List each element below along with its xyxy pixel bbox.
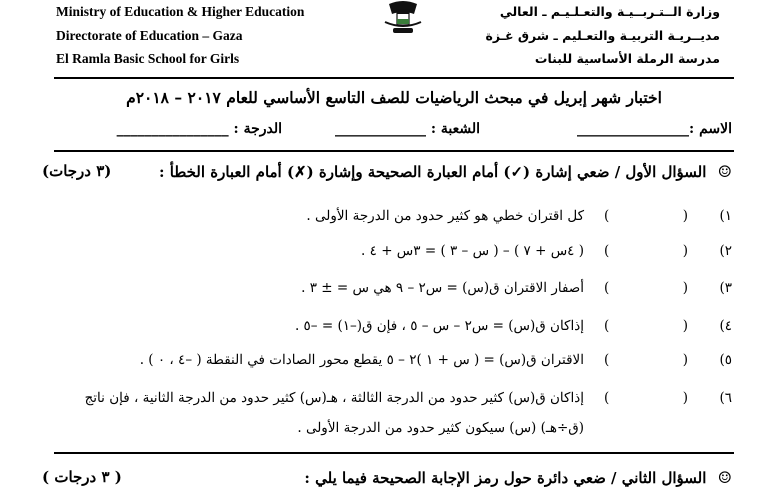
grade-field: الدرجة : ________________ — [116, 121, 282, 137]
question-divider — [54, 452, 734, 454]
school-en: El Ramla Basic School for Girls — [56, 51, 240, 66]
question1-title: السؤال الأول / ضعي إشارة (✓) أمام العبارة الصحيحة وإشارة (✗) أمام العبارة الخطأ : — [158, 163, 707, 181]
item-number: ٢) — [719, 243, 732, 259]
ministry-en: Ministry of Education & Higher Education — [56, 4, 305, 19]
smiley-icon: ☺ — [717, 162, 732, 181]
emblem-icon — [381, 0, 425, 34]
info-divider — [54, 150, 734, 152]
directorate-ar: مديــريـة التربيـة والتعـليم ـ شرق غـزة — [485, 27, 720, 43]
item-number: ٥) — [719, 352, 732, 368]
item-number: ٦) — [719, 390, 732, 406]
item-text: الاقتران ق(س) = ( س + ١ )٢ – ٥ يقطع محور الصادات في النقطة ( –٤ ، ٠ ) . — [139, 352, 584, 368]
directorate-en: Directorate of Education – Gaza — [56, 27, 243, 43]
section-field: الشعبة : _____________ — [334, 121, 480, 137]
smiley-icon: ☺ — [717, 468, 732, 487]
item-number: ٣) — [719, 280, 732, 296]
item-text: إذاكان ق(س) كثير حدود من الدرجة الثالثة ، هـ(س) كثير حدود من الدرجة الثانية ، فإن ناتج — [84, 390, 584, 406]
school-ar: مدرسة الرملة الأساسية للبنات — [534, 51, 720, 66]
exam-title: اختبار شهر إبريل في مبحث الرياضيات للصف التاسع الأساسي للعام ٢٠١٧ – ٢٠١٨م — [126, 88, 662, 107]
item-text-continued: (ق÷هـ) (س) سيكون كثير حدود من الدرجة الأولى . — [297, 420, 584, 436]
item-text: إذاكان ق(س) = س٢ – س – ٥ ، فإن ق(–١) = –٥ . — [294, 318, 584, 334]
header-english — [56, 0, 304, 71]
ministry-ar: وزارة الــتـربــيـة والتعـلـيـم ـ العالي — [499, 4, 720, 19]
name-field: الاسم :________________ — [577, 121, 732, 137]
item-text: كل اقتران خطي هو كثير حدود من الدرجة الأولى . — [306, 208, 584, 224]
question1-marks: (٣ درجات) — [42, 162, 112, 180]
question2-marks: ( ٣ درجات ) — [42, 468, 122, 486]
question2-heading — [42, 468, 732, 487]
question1-heading — [42, 162, 732, 181]
item-text: أصفار الاقتران ق(س) = س٢ – ٩ هي س = ± ٣ . — [301, 280, 584, 296]
header-divider — [54, 77, 734, 79]
item-text: ( ٤س + ٧ ) – ( س – ٣ ) = ٣س + ٤ . — [361, 243, 584, 259]
header-arabic — [486, 0, 720, 71]
question2-title: السؤال الثاني / ضعي دائرة حول رمز الإجابة الصحيحة فيما يلي : — [304, 469, 707, 487]
item-number: ١) — [719, 208, 732, 224]
item-number: ٤) — [719, 318, 732, 334]
